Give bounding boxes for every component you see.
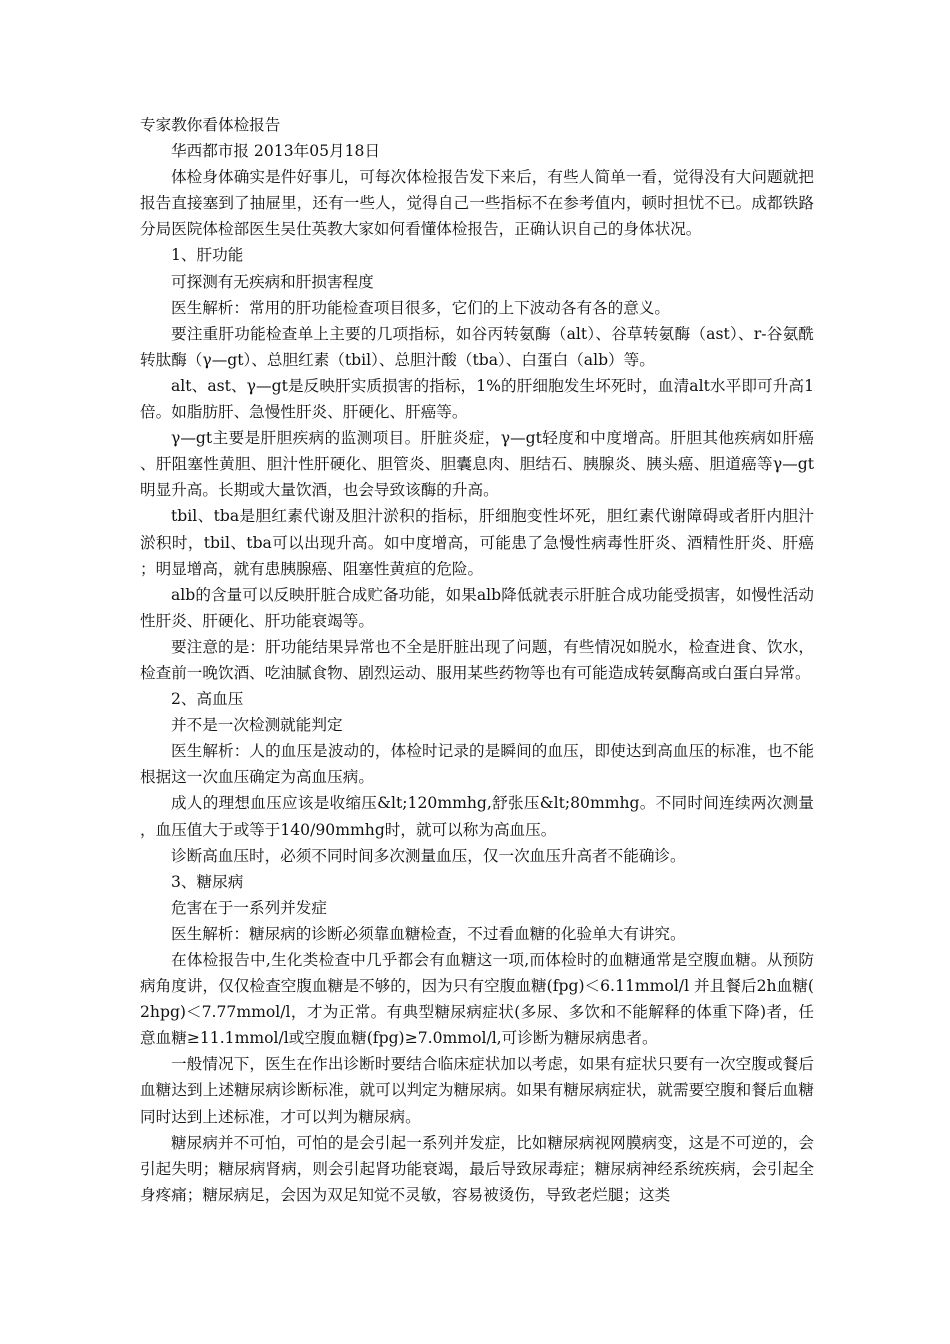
section-subheading-liver: 可探测有无疾病和肝损害程度 [171, 272, 374, 291]
paragraph: 诊断高血压时，必须不同时间多次测量血压，仅一次血压升高者不能确诊。 [171, 846, 686, 865]
paragraph: 医生解析：糖尿病的诊断必须靠血糖检查，不过看血糖的化验单大有讲究。 [171, 924, 686, 943]
paragraph: 医生解析：人的血压是波动的，体检时记录的是瞬间的血压，即使达到高血压的标准，也不能根据这一次血压确定为高血压病。 [140, 742, 814, 787]
intro-paragraph: 体检身体确实是件好事儿，可每次体检报告发下来后，有些人简单一看，觉得没有大问题就把报告直接塞到了抽屉里，还有一些人，觉得自己一些指标不在参考值内，顿时担忧不已。成都铁路分局医院体检部医生吴仕英教大家如何看懂体检报告，正确认识自己的身体状况。 [140, 168, 814, 239]
paragraph: alt、ast、γ—gt是反映肝实质损害的指标，1%的肝细胞发生坏死时，血清alt水平即可升高1倍。如脂肪肝、急慢性肝炎、肝硬化、肝癌等。 [140, 376, 814, 422]
paragraph: 成人的理想血压应该是收缩压&lt;120mmhg,舒张压&lt;80mmhg。不同时间连续两次测量，血压值大于或等于140/90mmhg时，就可以称为高血压。 [140, 794, 814, 839]
section-subheading-diabetes: 危害在于一系列并发症 [171, 898, 327, 917]
section-subheading-hypertension: 并不是一次检测就能判定 [171, 716, 343, 735]
paragraph: tbil、tba是胆红素代谢及胆汁淤积的指标，肝细胞变性坏死，胆红素代谢障碍或者肝内胆汁淤积时，tbil、tba可以出现升高。如中度增高，可能患了急慢性病毒性肝炎、酒精性肝炎、肝癌；明显增高，就有患胰腺癌、阻塞性黄疸的危险。 [140, 507, 814, 578]
paragraph: alb的含量可以反映肝脏合成贮备功能，如果alb降低就表示肝脏合成功能受损害，如慢性活动性肝炎、肝硬化、肝功能衰竭等。 [140, 585, 814, 630]
paragraph: 一般情况下，医生在作出诊断时要结合临床症状加以考虑，如果有症状只要有一次空腹或餐后血糖达到上述糖尿病诊断标准，就可以判定为糖尿病。如果有糖尿病症状，就需要空腹和餐后血糖同时达到上述标准，才可以判为糖尿病。 [140, 1055, 814, 1126]
document-page [140, 112, 814, 1208]
paragraph: 要注重肝功能检查单上主要的几项指标，如谷丙转氨酶（alt）、谷草转氨酶（ast）、r-谷氨酰转肽酶（γ—gt）、总胆红素（tbil）、总胆汁酸（tba）、白蛋白（alb）等。 [140, 324, 814, 369]
section-heading-hypertension: 2、高血压 [171, 690, 244, 709]
paragraph: 要注意的是：肝功能结果异常也不全是肝脏出现了问题，有些情况如脱水，检查进食、饮水，检查前一晚饮酒、吃油腻食物、剧烈运动、服用某些药物等也有可能造成转氨酶高或白蛋白异常。 [140, 637, 814, 682]
section-heading-liver: 1、肝功能 [171, 246, 244, 265]
paragraph: 医生解析：常用的肝功能检查项目很多，它们的上下波动各有各的意义。 [171, 298, 671, 317]
paragraph: 糖尿病并不可怕，可怕的是会引起一系列并发症，比如糖尿病视网膜病变，这是不可逆的，会引起失明；糖尿病肾病，则会引起肾功能衰竭，最后导致尿毒症；糖尿病神经系统疾病，会引起全身疼痛；糖尿病足，会因为双足知觉不灵敏，容易被烫伤，导致老烂腿；这类 [140, 1133, 814, 1204]
section-heading-diabetes: 3、糖尿病 [171, 872, 244, 891]
document-title: 专家教你看体检报告 [140, 116, 281, 134]
paragraph: γ—gt主要是肝胆疾病的监测项目。肝脏炎症，γ—gt轻度和中度增高。肝胆其他疾病如肝癌、肝阻塞性黄胆、胆汁性肝硬化、胆管炎、胆囊息肉、胆结石、胰腺炎、胰头癌、胆道癌等γ—gt明显升高。长期或大量饮酒，也会导致该酶的升高。 [140, 429, 814, 500]
source-line: 华西都市报 2013年05月18日 [171, 142, 381, 161]
paragraph: 在体检报告中,生化类检查中几乎都会有血糖这一项,而体检时的血糖通常是空腹血糖。从预防病角度讲，仅仅检查空腹血糖是不够的，因为只有空腹血糖(fpg)＜6.11mmol/l 并且餐后2h血糖(2hpg)＜7.77mmol/l，才为正常。有典型糖尿病症状(多尿、多饮和不能解释的体重下降)者，任意血糖≥11.1mmol/l或空腹血糖(fpg)≥7.0mmol/l,可诊断为糖尿病患者。 [140, 951, 814, 1048]
